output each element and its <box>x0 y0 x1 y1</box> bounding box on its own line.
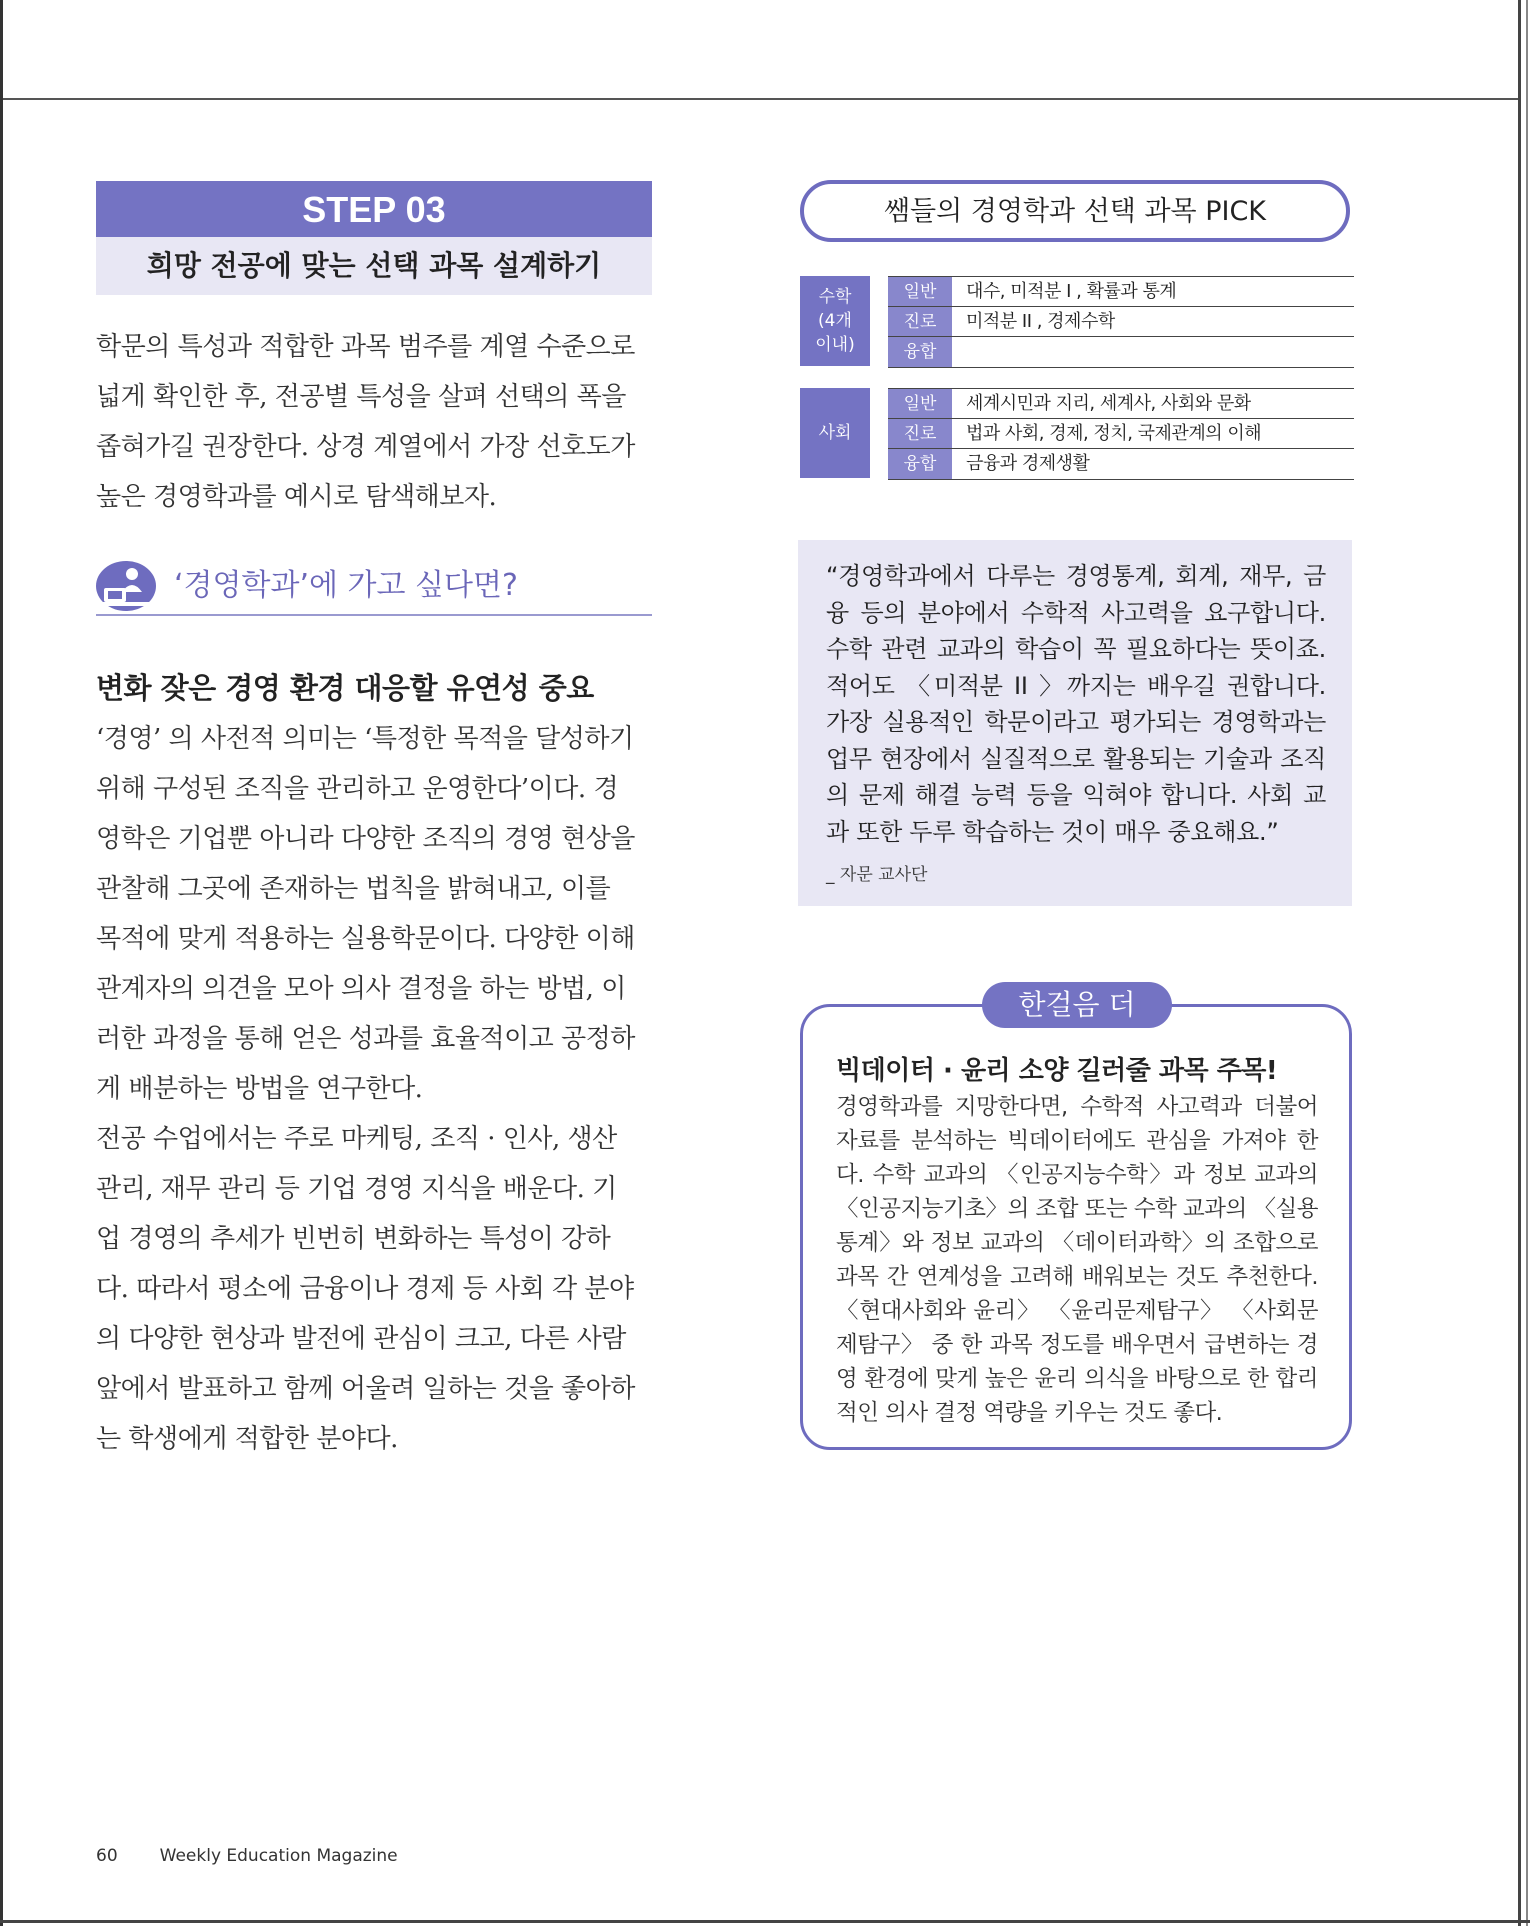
page-number: 60 <box>96 1846 118 1866</box>
subject-row <box>888 336 1354 368</box>
subject-type: 일반 <box>888 277 952 308</box>
one-more-step-title: 빅데이터 · 윤리 소양 길러줄 과목 주목! <box>836 1056 1278 1086</box>
page-right-edge <box>1518 0 1521 1926</box>
subject-group-math <box>800 276 1354 366</box>
magazine-name: Weekly Education Magazine <box>159 1846 398 1866</box>
step-label: STEP 03 <box>96 181 652 237</box>
subject-list: 대수, 미적분 I , 확률과 통계 <box>966 281 1177 302</box>
page-top-rule <box>0 0 1520 100</box>
subject-row <box>888 388 1354 419</box>
subject-row <box>888 306 1354 337</box>
subject-list: 미적분 II , 경제수학 <box>966 311 1115 332</box>
subject-group-social <box>800 388 1354 478</box>
teacher-quote: “경영학과에서 다루는 경영통계, 회계, 재무, 금융 등의 분야에서 수학적 사고력을 요구합니다. 수학 관련 교과의 학습이 꼭 필요하다는 뜻이죠. 적어도 〈미적분 II 〉까지는 배우길 권합니다. 가장 실용적인 학문이라고 평가되는 경영학과는 업무 현장에서 실질적으로 활용되는 기술과 조직의 문제 해결 능력 등을 익혀야 합니다. 사회 교과 또한 두루 학습하는 것이 매우 중요해요.” <box>826 562 1326 846</box>
teacher-quote-box <box>798 540 1352 906</box>
person-at-desk-icon <box>96 558 158 612</box>
subject-row <box>888 276 1354 307</box>
subject-category: 수학 (4개 이내) <box>800 276 870 366</box>
subject-category: 사회 <box>800 388 870 478</box>
pick-title: 쌤들의 경영학과 선택 과목 PICK <box>800 180 1350 242</box>
page-right-edge-inner <box>1526 0 1528 1926</box>
subject-list: 금융과 경제생활 <box>966 453 1090 474</box>
subject-type: 융합 <box>888 449 952 479</box>
step-header <box>96 181 652 295</box>
subject-list: 세계시민과 지리, 세계사, 사회와 문화 <box>966 393 1251 414</box>
subject-list: 법과 사회, 경제, 정치, 국제관계의 이해 <box>966 423 1262 444</box>
step-title: 희망 전공에 맞는 선택 과목 설계하기 <box>96 237 652 295</box>
subject-type: 일반 <box>888 389 952 420</box>
page-footer <box>96 1846 398 1866</box>
page-left-edge <box>0 0 3 1926</box>
body-paragraph-1: ‘경영’ 의 사전적 의미는 ‘특정한 목적을 달성하기 위해 구성된 조직을 관리하고 운영한다’이다. 경 영학은 기업뿐 아니라 다양한 조직의 경영 현상을 관찰해 그곳에 존재하는 법칙을 밝혀내고, 이를 목적에 맞게 적용하는 실용학문이다. 다양한 이해 관계자의 의견을 모아 의사 결정을 하는 방법, 이 러한 과정을 통해 얻은 성과를 효율적이고 공정하 게 배분하는 방법을 연구한다. <box>96 724 635 1104</box>
subject-type: 진로 <box>888 419 952 450</box>
page-bottom-edge <box>0 1920 1530 1923</box>
quote-source: _ 자문 교사단 <box>826 865 928 885</box>
body-subtitle: 변화 잦은 경영 환경 대응할 유연성 중요 <box>96 671 594 705</box>
subject-type: 융합 <box>888 337 952 367</box>
section-heading-text: ‘경영학과’에 가고 싶다면? <box>174 568 518 603</box>
one-more-step-tag: 한걸음 더 <box>982 982 1172 1028</box>
section-heading <box>96 556 652 616</box>
subject-row <box>888 448 1354 480</box>
body-paragraph-2: 전공 수업에서는 주로 마케팅, 조직 · 인사, 생산 관리, 재무 관리 등 기업 경영 지식을 배운다. 기 업 경영의 추세가 빈번히 변화하는 특성이 강하 다. 따라서 평소에 금융이나 경제 등 사회 각 분야 의 다양한 현상과 발전에 관심이 크고, 다른 사람 앞에서 발표하고 함께 어울려 일하는 것을 좋아하 는 학생에게 적합한 분야다. <box>96 1124 635 1454</box>
one-more-step-text: 경영학과를 지망한다면, 수학적 사고력과 더불어 자료를 분석하는 빅데이터에도 관심을 가져야 한다. 수학 교과의 〈인공지능수학〉과 정보 교과의 〈인공지능기초〉의 조합 또는 수학 교과의 〈실용통계〉와 정보 교과의 〈데이터과학〉의 조합으로 과목 간 연계성을 고려해 배워보는 것도 추천한다. 〈현대사회와 윤리〉 〈윤리문제탐구〉 〈사회문제탐구〉 중 한 과목 정도를 배우면서 급변하는 경영 환경에 맞게 높은 윤리 의식을 바탕으로 한 합리적인 의사 결정 역량을 키우는 것도 좋다. <box>836 1094 1318 1426</box>
subject-type: 진로 <box>888 307 952 338</box>
intro-paragraph: 학문의 특성과 적합한 과목 범주를 계열 수준으로 넓게 확인한 후, 전공별 특성을 살펴 선택의 폭을 좁혀가길 권장한다. 상경 계열에서 가장 선호도가 높은 경영학과를 예시로 탐색해보자. <box>96 332 635 512</box>
subject-row <box>888 418 1354 449</box>
